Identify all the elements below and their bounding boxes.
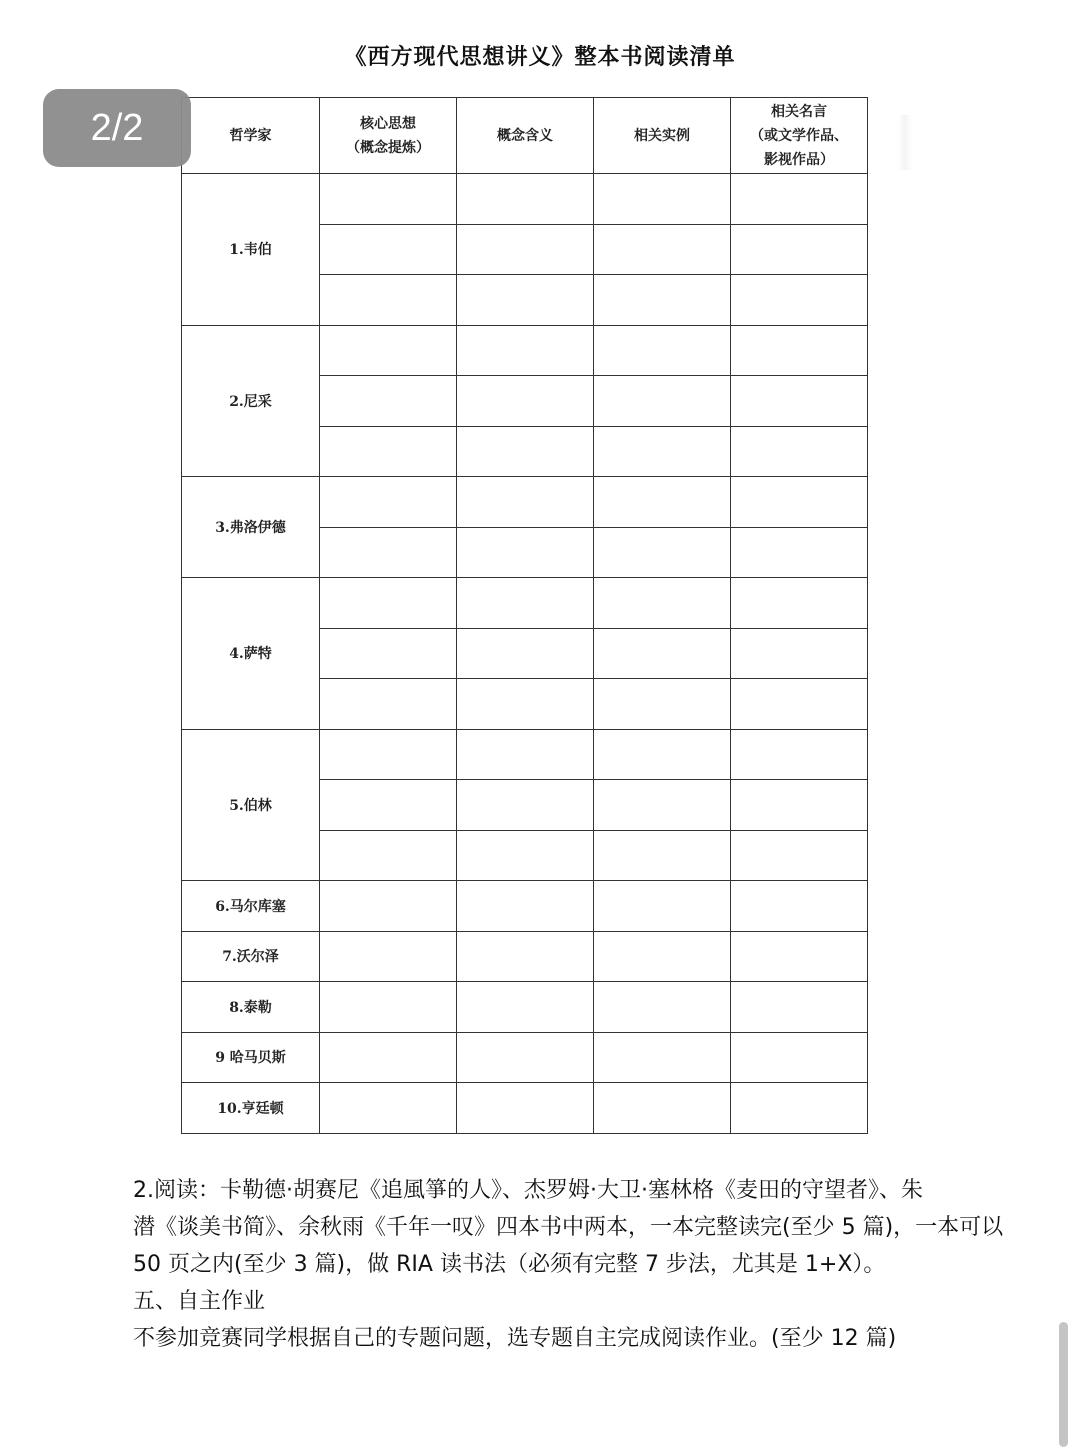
blank-entry-cell[interactable] (320, 224, 457, 275)
table-row (182, 174, 868, 225)
vertical-scrollbar[interactable] (1059, 1322, 1068, 1447)
blank-entry-cell[interactable] (731, 679, 868, 730)
blank-entry-cell[interactable] (457, 477, 594, 528)
blank-entry-cell[interactable] (731, 628, 868, 679)
blank-entry-cell[interactable] (594, 527, 731, 578)
reading-assignment-line-2: 潜《谈美书简》、余秋雨《千年一叹》四本书中两本，一本完整读完(至少 5 篇)，一本可以 (133, 1215, 1004, 1240)
blank-entry-cell[interactable] (594, 1032, 731, 1083)
blank-entry-cell[interactable] (320, 477, 457, 528)
blank-entry-cell[interactable] (594, 174, 731, 225)
column-header-text: （或文学作品、 (750, 127, 848, 144)
blank-entry-cell[interactable] (594, 1083, 731, 1134)
table-row (182, 325, 868, 376)
page-indicator-badge: 2/2 (43, 89, 191, 167)
column-header-text: 相关名言 (771, 103, 827, 120)
blank-entry-cell[interactable] (320, 931, 457, 982)
blank-entry-cell[interactable] (731, 780, 868, 831)
blank-entry-cell[interactable] (731, 325, 868, 376)
blank-entry-cell[interactable] (594, 325, 731, 376)
blank-entry-cell[interactable] (320, 982, 457, 1033)
assignment-text (133, 1172, 1080, 1357)
blank-entry-cell[interactable] (320, 830, 457, 881)
blank-entry-cell[interactable] (594, 982, 731, 1033)
philosopher-name-cell: 2.尼采 (182, 325, 320, 477)
blank-entry-cell[interactable] (731, 224, 868, 275)
table-row (182, 729, 868, 780)
blank-entry-cell[interactable] (320, 1032, 457, 1083)
blank-entry-cell[interactable] (594, 275, 731, 326)
blank-entry-cell[interactable] (457, 729, 594, 780)
blank-entry-cell[interactable] (320, 1083, 457, 1134)
philosopher-name-cell: 10.亨廷顿 (182, 1083, 320, 1134)
document-title: 《西方现代思想讲义》整本书阅读清单 (344, 44, 736, 70)
blank-entry-cell[interactable] (731, 830, 868, 881)
blank-entry-cell[interactable] (731, 527, 868, 578)
blank-entry-cell[interactable] (457, 376, 594, 427)
blank-entry-cell[interactable] (594, 729, 731, 780)
blank-entry-cell[interactable] (731, 982, 868, 1033)
table-row (182, 1032, 868, 1083)
blank-entry-cell[interactable] (731, 578, 868, 629)
column-header-text: 哲学家 (229, 127, 272, 144)
blank-entry-cell[interactable] (457, 881, 594, 932)
blank-entry-cell[interactable] (320, 729, 457, 780)
blank-entry-cell[interactable] (731, 275, 868, 326)
philosopher-name-cell: 7.沃尔泽 (182, 931, 320, 982)
blank-entry-cell[interactable] (594, 881, 731, 932)
blank-entry-cell[interactable] (457, 174, 594, 225)
blank-entry-cell[interactable] (457, 830, 594, 881)
blank-entry-cell[interactable] (320, 780, 457, 831)
column-header-text: （概念提炼） (346, 139, 430, 156)
philosopher-name-cell: 4.萨特 (182, 578, 320, 730)
blank-entry-cell[interactable] (320, 275, 457, 326)
blank-entry-cell[interactable] (594, 830, 731, 881)
column-header-0 (182, 98, 320, 174)
blank-entry-cell[interactable] (731, 729, 868, 780)
blank-entry-cell[interactable] (457, 578, 594, 629)
blank-entry-cell[interactable] (457, 527, 594, 578)
blank-entry-cell[interactable] (457, 628, 594, 679)
column-header-text: 相关实例 (634, 127, 690, 144)
blank-entry-cell[interactable] (457, 1083, 594, 1134)
blank-entry-cell[interactable] (320, 325, 457, 376)
blank-entry-cell[interactable] (594, 578, 731, 629)
blank-entry-cell[interactable] (731, 426, 868, 477)
blank-entry-cell[interactable] (457, 1032, 594, 1083)
reading-list-table (181, 97, 868, 1134)
philosopher-name-cell: 5.伯林 (182, 729, 320, 881)
independent-assignment-line: 不参加竞赛同学根据自己的专题问题，选专题自主完成阅读作业。(至少 12 篇) (133, 1326, 897, 1351)
philosopher-name-cell: 9 哈马贝斯 (182, 1032, 320, 1083)
blank-entry-cell[interactable] (320, 527, 457, 578)
column-header-text: 核心思想 (360, 115, 416, 132)
blank-entry-cell[interactable] (594, 477, 731, 528)
table-row (182, 982, 868, 1033)
blank-entry-cell[interactable] (731, 931, 868, 982)
blank-entry-cell[interactable] (594, 628, 731, 679)
blank-entry-cell[interactable] (731, 881, 868, 932)
table-row (182, 578, 868, 629)
philosopher-name-cell: 8.泰勒 (182, 982, 320, 1033)
blank-entry-cell[interactable] (594, 426, 731, 477)
column-header-text: 影视作品） (764, 151, 834, 168)
blank-entry-cell[interactable] (457, 679, 594, 730)
column-header-text: 概念含义 (497, 127, 553, 144)
philosopher-name-cell: 3.弗洛伊德 (182, 477, 320, 578)
blank-entry-cell[interactable] (320, 881, 457, 932)
blank-entry-cell[interactable] (320, 174, 457, 225)
reading-assignment-line-3: 50 页之内(至少 3 篇)，做 RIA 读书法（必须有完整 7 步法，尤其是 1+X）。 (133, 1252, 886, 1277)
blank-entry-cell[interactable] (457, 224, 594, 275)
blank-entry-cell[interactable] (320, 628, 457, 679)
reading-assignment-line-1: 2.阅读：卡勒德·胡赛尼《追風箏的人》、杰罗姆·大卫·塞林格《麦田的守望者》、朱 (133, 1178, 923, 1203)
blank-entry-cell[interactable] (594, 679, 731, 730)
blank-entry-cell[interactable] (594, 224, 731, 275)
blank-entry-cell[interactable] (594, 780, 731, 831)
blank-entry-cell[interactable] (731, 174, 868, 225)
blank-entry-cell[interactable] (457, 982, 594, 1033)
table-row (182, 477, 868, 528)
page-edge-shadow (898, 115, 912, 170)
reading-list-sheet (181, 97, 867, 1145)
blank-entry-cell[interactable] (731, 477, 868, 528)
blank-entry-cell[interactable] (731, 376, 868, 427)
column-header-1 (320, 98, 457, 174)
blank-entry-cell[interactable] (320, 426, 457, 477)
table-body (182, 174, 868, 1134)
blank-entry-cell[interactable] (457, 275, 594, 326)
philosopher-name-cell: 1.韦伯 (182, 174, 320, 326)
blank-entry-cell[interactable] (731, 1032, 868, 1083)
table-header-row (182, 98, 868, 174)
blank-entry-cell[interactable] (594, 376, 731, 427)
table-row (182, 931, 868, 982)
column-header-4 (731, 98, 868, 174)
blank-entry-cell[interactable] (320, 376, 457, 427)
philosopher-name-cell: 6.马尔库塞 (182, 881, 320, 932)
table-row (182, 881, 868, 932)
blank-entry-cell[interactable] (320, 578, 457, 629)
blank-entry-cell[interactable] (457, 426, 594, 477)
blank-entry-cell[interactable] (457, 780, 594, 831)
section-heading: 五、自主作业 (133, 1289, 266, 1314)
table-row (182, 1083, 868, 1134)
blank-entry-cell[interactable] (594, 931, 731, 982)
column-header-3 (594, 98, 731, 174)
blank-entry-cell[interactable] (320, 679, 457, 730)
blank-entry-cell[interactable] (457, 325, 594, 376)
column-header-2 (457, 98, 594, 174)
blank-entry-cell[interactable] (731, 1083, 868, 1134)
blank-entry-cell[interactable] (457, 931, 594, 982)
